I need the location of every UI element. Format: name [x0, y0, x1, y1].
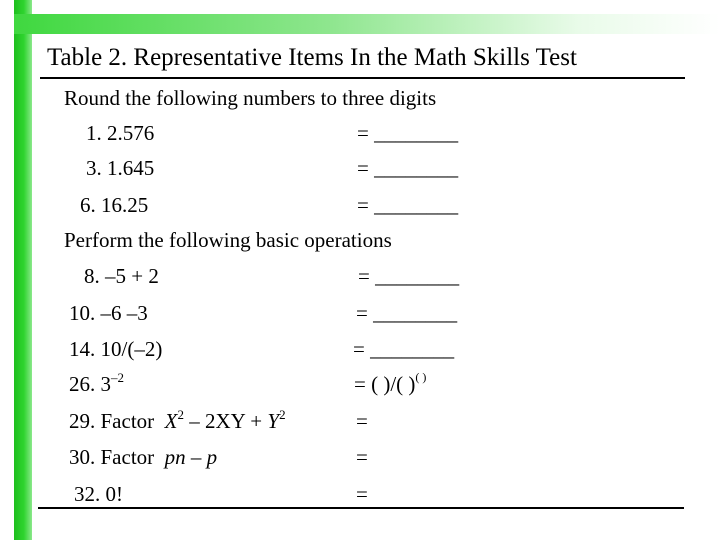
item-label: 8. –5 + 2 — [84, 264, 159, 288]
item-answer-blank: = ________ — [356, 301, 458, 325]
item-answer-blank: = — [356, 445, 368, 469]
item-answer-blank: = ________ — [358, 264, 460, 288]
item-answer-blank: = — [356, 482, 368, 506]
item-label-factor-quadratic — [69, 408, 286, 437]
item-answer-blank: = — [356, 409, 368, 433]
item-label-prefix: 29. Factor — [69, 409, 155, 433]
item-label-prefix: 30. Factor — [69, 445, 155, 469]
item-label-exponent — [69, 371, 124, 400]
slide-title: Table 2. Representative Items In the Math Skills Test — [47, 44, 577, 71]
exponent: 2 — [279, 407, 286, 422]
section-heading-rounding: Round the following numbers to three digits — [64, 86, 437, 110]
decorative-vertical-bar — [14, 0, 32, 540]
item-label-factor-linear — [69, 444, 217, 470]
table-top-rule — [40, 77, 685, 79]
answer-exponent-blank: ( ) — [415, 370, 427, 384]
item-label: 10. –6 –3 — [69, 301, 148, 325]
item-answer-blank: = ________ — [357, 121, 459, 145]
item-answer-blank: = ________ — [357, 193, 459, 217]
expr-middle: – 2XY + — [183, 409, 268, 433]
item-answer-fraction — [354, 371, 426, 400]
item-label-prefix: 26. 3 — [69, 372, 111, 396]
item-label: 6. 16.25 — [80, 193, 149, 217]
item-answer-blank: = ________ — [353, 337, 455, 361]
factor-expression: pn – p — [164, 445, 218, 469]
item-label: 3. 1.645 — [86, 156, 155, 180]
var-y: Y — [267, 409, 280, 433]
item-label: 32. 0! — [74, 482, 123, 506]
decorative-horizontal-bar — [14, 14, 720, 34]
section-heading-operations: Perform the following basic operations — [64, 228, 392, 252]
var-x: X — [164, 409, 178, 433]
exponent: –2 — [111, 370, 124, 385]
exponent: 2 — [177, 407, 184, 422]
item-answer-blank: = ( )/( ) — [354, 372, 416, 396]
item-label: 14. 10/(–2) — [69, 337, 163, 361]
item-label: 1. 2.576 — [86, 121, 155, 145]
table-bottom-rule — [38, 507, 684, 509]
item-answer-blank: = ________ — [357, 156, 459, 180]
